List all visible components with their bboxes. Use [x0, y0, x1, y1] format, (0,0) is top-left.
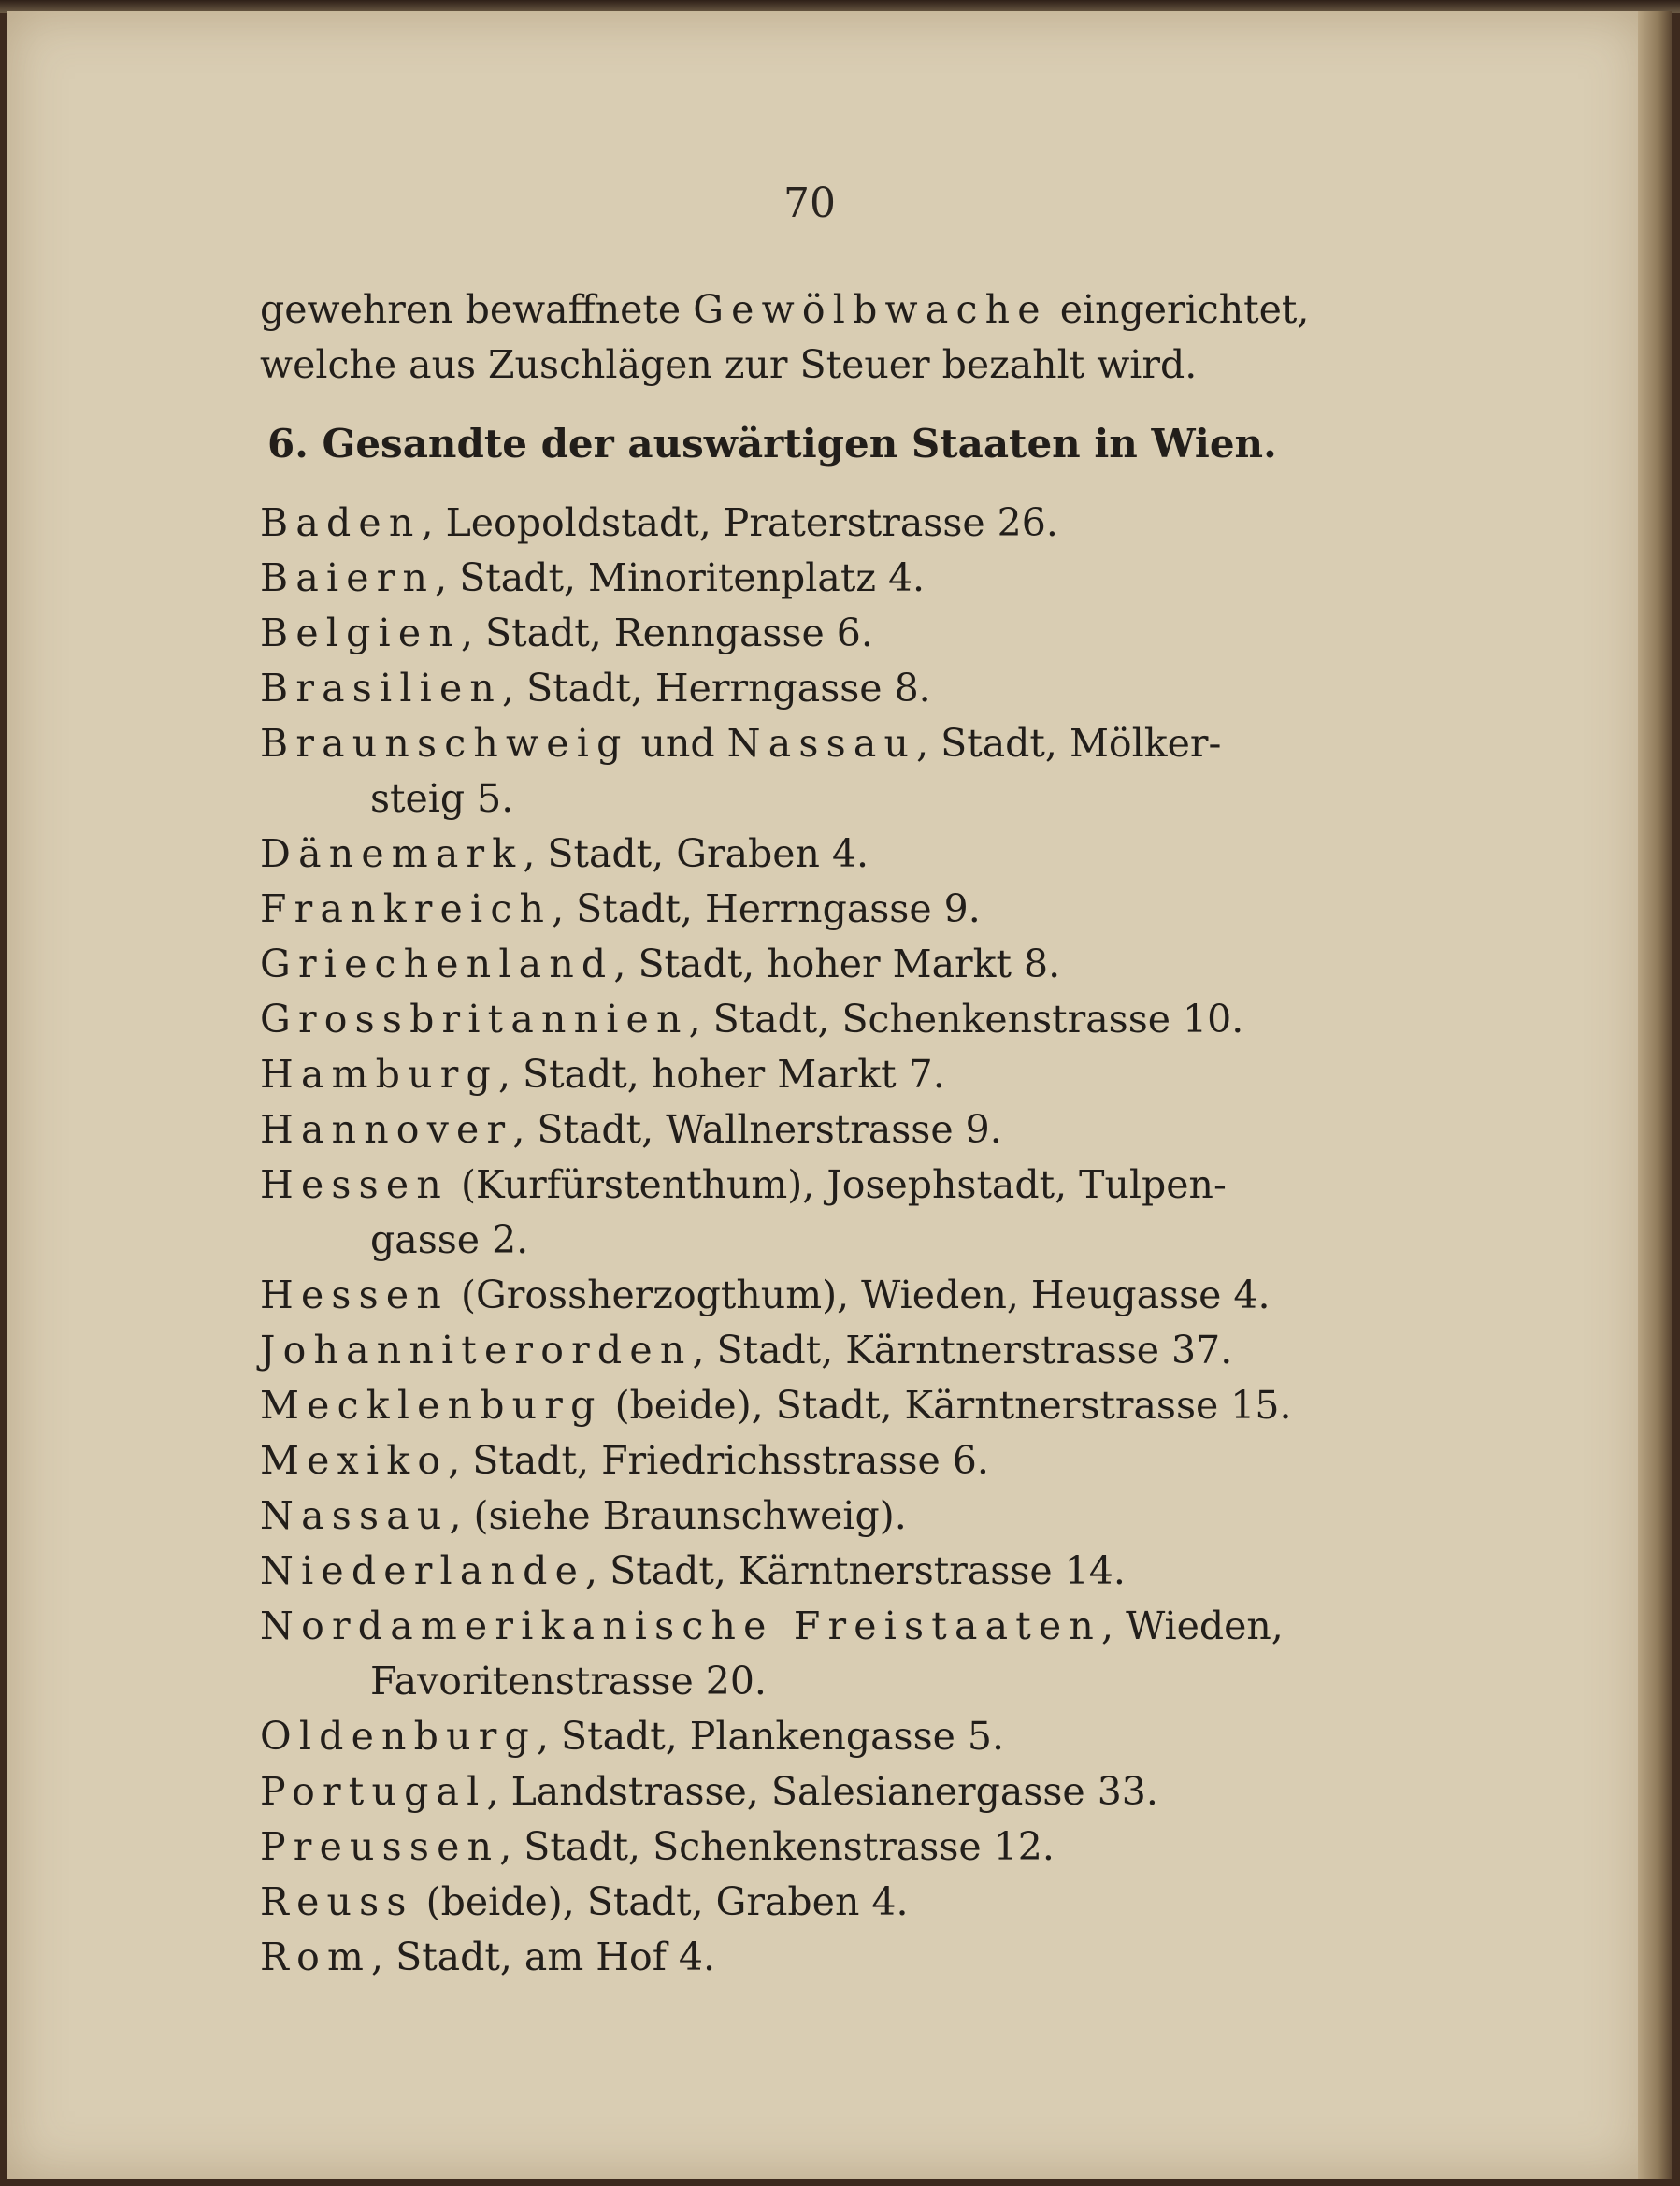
page-number-text: 70 [783, 180, 836, 227]
entry-name: Braunschweig [260, 721, 629, 766]
entry [260, 1158, 1382, 1213]
entry-address: , Leopoldstadt, Praterstrasse 26. [421, 500, 1058, 545]
entry [260, 496, 1382, 551]
entry-name: Portugal [260, 1769, 487, 1814]
entry [260, 1378, 1382, 1433]
entry [260, 606, 1382, 661]
entry [260, 1268, 1382, 1323]
entry-address: , Stadt, hoher Markt 8. [613, 942, 1061, 986]
entry-name: Hessen [260, 1162, 449, 1207]
intro-text-end: eingerichtet, [1047, 287, 1310, 332]
entry-name: Dänemark [260, 831, 524, 876]
entry [260, 1599, 1382, 1654]
entry-name: Reuss [260, 1879, 414, 1924]
entry-name: Mecklenburg [260, 1383, 603, 1428]
entry-name: Hannover [260, 1107, 513, 1152]
entry-name: Johanniterorden [260, 1328, 693, 1373]
entry-address: , Stadt, Kärntnerstrasse 37. [692, 1328, 1233, 1373]
entry-address: (beide), Stadt, Kärntnerstrasse 15. [602, 1383, 1292, 1428]
entry-address: , Stadt, Wallnerstrasse 9. [512, 1107, 1002, 1152]
entry-name: Frankreich [260, 886, 553, 931]
intro-line-1 [260, 282, 1382, 338]
entry-address: , (siehe Braunschweig). [449, 1493, 907, 1538]
entry-name-2: Nassau [726, 721, 917, 766]
section-heading: 6. Gesandte der auswärtigen Staaten in Wien. [267, 421, 1277, 467]
entry-name: Niederlande [260, 1548, 586, 1593]
entry [260, 937, 1382, 992]
entry-conjunction: und [628, 721, 727, 766]
entry-name: Nordamerikanische Freistaaten [260, 1604, 1101, 1648]
entry-address: , Stadt, am Hof 4. [371, 1934, 716, 1979]
entry [260, 716, 1382, 771]
entry-name: Mexiko [260, 1438, 449, 1483]
book-page [7, 11, 1645, 2179]
intro-line-2: welche aus Zuschlägen zur Steuer bezahlt wird. [260, 342, 1198, 387]
entry-continuation: gasse 2. [370, 1217, 529, 1262]
entry-continuation: steig 5. [370, 776, 514, 821]
entry-address: , Stadt, Kärntnerstrasse 14. [585, 1548, 1126, 1593]
entry-name: Baiern [260, 555, 436, 600]
entry-address: , Stadt, Plankengasse 5. [536, 1714, 1005, 1759]
intro-spaced-term: Gewölbwache [693, 287, 1048, 332]
entry-address: , Stadt, Herrngasse 9. [552, 886, 981, 931]
entry [260, 1488, 1382, 1544]
entry [260, 1709, 1382, 1764]
entry-name: Oldenburg [260, 1714, 537, 1759]
entry-address: , Stadt, hoher Markt 7. [497, 1052, 945, 1097]
entry [260, 1875, 1382, 1930]
page-right-edge [1638, 11, 1672, 2179]
entry-name: Nassau [260, 1493, 450, 1538]
entry-name: Belgien [260, 611, 461, 655]
entry-address: (Grossherzogthum), Wieden, Heugasse 4. [448, 1273, 1271, 1317]
entry [260, 1433, 1382, 1488]
entry [260, 1102, 1382, 1158]
entry [260, 551, 1382, 606]
entry-address: (Kurfürstenthum), Josephstadt, Tulpen- [448, 1162, 1227, 1207]
entry [260, 1544, 1382, 1599]
entry-name: Hamburg [260, 1052, 498, 1097]
entry [260, 882, 1382, 937]
entry-address: , Stadt, Friedrichsstrasse 6. [448, 1438, 989, 1483]
entry-address: , Stadt, Herrngasse 8. [502, 666, 931, 711]
entry [260, 1047, 1382, 1102]
entry-name: Baden [260, 500, 422, 545]
entry [260, 661, 1382, 716]
text-block [260, 282, 1382, 1985]
entry-address: , Wieden, [1101, 1604, 1284, 1648]
entry-address: , Stadt, Mölker- [916, 721, 1222, 766]
entry [260, 992, 1382, 1047]
intro-text: gewehren bewaffnete [260, 287, 694, 332]
entry-address: , Stadt, Graben 4. [523, 831, 869, 876]
entry-address: (beide), Stadt, Graben 4. [413, 1879, 909, 1924]
entry-address: , Landstrasse, Salesianergasse 33. [486, 1769, 1158, 1814]
entry-name: Preussen [260, 1824, 500, 1869]
entry-name: Rom [260, 1934, 372, 1979]
entry-address: , Stadt, Minoritenplatz 4. [435, 555, 926, 600]
entry-address: , Stadt, Schenkenstrasse 12. [499, 1824, 1055, 1869]
entry-address: , Stadt, Renngasse 6. [460, 611, 873, 655]
entry-continuation: Favoritenstrasse 20. [370, 1659, 767, 1704]
entry-name: Griechenland [260, 942, 614, 986]
entries-list [260, 496, 1382, 1985]
page-number [7, 180, 1615, 227]
entry-name: Hessen [260, 1273, 449, 1317]
entry-name: Brasilien [260, 666, 503, 711]
entry [260, 1323, 1382, 1378]
entry [260, 827, 1382, 882]
entry-name: Grossbritannien [260, 997, 689, 1042]
entry [260, 1764, 1382, 1819]
entry [260, 1819, 1382, 1875]
entry-address: , Stadt, Schenkenstrasse 10. [688, 997, 1244, 1042]
entry [260, 1930, 1382, 1985]
